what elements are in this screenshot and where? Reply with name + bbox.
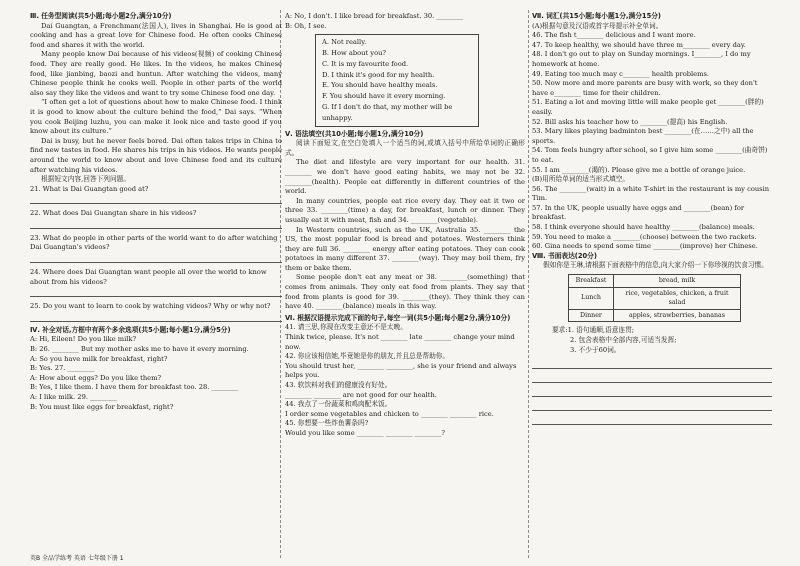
sentence-cn: 43. 软饮料对我们的健康没有好处。 — [285, 381, 392, 389]
section-8-instruction: 假如你是王琳,请根据下面表格中的信息,向大家介绍一下你珍视的饮食习惯。 — [543, 261, 768, 270]
dialog-line: B: 26. ________ But my mother asks me to have it every morning. — [30, 345, 249, 354]
sentence-cn: 41. 请三思,你现在改变主意还不是太晚。 — [285, 323, 407, 332]
sentence-en: I order some vegetables and chicken to ________ ________ rice. — [285, 409, 494, 418]
sentence-cn: 44. 我点了一份蔬菜和鸡肉配米饭。 — [285, 400, 392, 409]
column-left — [30, 12, 282, 412]
grammar-paragraph: In many countries, people eat rice every day. They eat it two or three 33. ________(time) a day, for breakfast, lunch or dinner. They usually eat it with meat, fish and 34. ________(vegetable). — [285, 196, 525, 224]
passage-paragraph: Dai is busy, but he never feels bored. Dai often takes trips in China to find new tastes in food. He shares his trips in his videos. He wants people around the world to know about and love Chinese food and its culture after watching his videos. — [30, 136, 282, 174]
requirement: 2. 包含表格中全部内容,可适当发挥; — [570, 336, 677, 344]
sentence-en: Would you like some ________ ________ ________? — [285, 428, 445, 437]
dialog-line: A: I like milk. 29. ________ — [30, 393, 117, 401]
reading-instruction: 根据短文内容,回答下列问题。 — [41, 175, 131, 184]
table-cell-meal: Lunch — [569, 287, 614, 309]
sentence-cn: 42. 你应该相信她,毕竟她是你的朋友,并且总是帮助你。 — [285, 352, 450, 361]
option-f: F. You should have it every morning. — [322, 92, 446, 101]
vocab-item: 52. Bill asks his teacher how to ________(提高) his English. — [532, 117, 728, 126]
passage-paragraph: “I often get a lot of questions about how to make Chinese food. I think it is good to know about the culture behind the food,” Dai says. “When you cook Beijing luzhu, you can make it look nice and taste good if you know about its culture.” — [30, 98, 282, 136]
dialog-line: A: No, I don't. I like bread for breakfast. 30. ________ — [285, 12, 464, 20]
dialog-line: A: So you have milk for breakfast, right? — [30, 354, 168, 363]
question-25: 25. Do you want to learn to cook by watching videos? Why or why not? — [30, 302, 271, 311]
page-footer: 英B 全品学练考 英语 七年级下册 1 — [30, 555, 124, 562]
table-cell-meal: Breakfast — [569, 275, 614, 288]
answer-line-22[interactable] — [30, 220, 282, 229]
section-7-title: Ⅶ. 词汇(共15小题;每小题1分,满分15分) — [532, 12, 661, 20]
sentence-en: Think twice, please. It's not ________ late ________ change your mind now. — [285, 333, 515, 351]
sentence-cn: 45. 你想要一些炸鱼薯条吗? — [285, 419, 369, 428]
dialog-line: A: Hi, Eileen! Do you like milk? — [30, 335, 137, 344]
question-23: 23. What do people in other parts of the world want to do after watching Dai Guangtan's videos? — [30, 233, 278, 252]
answer-line-21[interactable] — [30, 195, 282, 204]
dialog-line: B: Yes, I like them. I have them for breakfast too. 28. ________ — [30, 383, 239, 392]
answer-line-25[interactable] — [30, 313, 282, 322]
sentence-en: You should trust her, ________ ________, she is your friend and always helps you. — [285, 361, 517, 380]
table-row — [569, 275, 741, 288]
option-a: A. Not really. — [322, 38, 367, 47]
vocab-item: 46. The fish t________ delicious and I want more. — [532, 31, 696, 40]
section-6-title: Ⅵ. 根据汉语提示完成下面的句子,每空一词(共5小题;每小题2分,满分10分) — [285, 313, 511, 322]
vocab-item: 57. In the UK, people usually have eggs and ________(bean) for breakfast. — [532, 203, 745, 222]
vocab-item: 55. I am ________(渴的). Please give me a bottle of orange juice. — [532, 165, 746, 174]
dialog-line: B: Oh, I see. — [285, 21, 327, 30]
vocab-item: 53. Mary likes playing badminton best ________(在……之中) all the sports. — [532, 127, 754, 145]
writing-line[interactable] — [532, 411, 772, 425]
writing-line[interactable] — [532, 383, 772, 397]
dialog-line: A: How about eggs? Do you like them? — [30, 373, 162, 382]
vocab-item: 48. I don't go out to play on Sunday mornings. I________, I do my homework at home. — [532, 50, 751, 68]
column-divider — [528, 10, 529, 558]
requirement: 3. 不少于60词。 — [570, 345, 621, 354]
dialog-line: B: You must like eggs for breakfast, right? — [30, 402, 174, 411]
question-21: 21. What is Dai Guangtan good at? — [30, 184, 149, 193]
part-a-instruction: (A)根据句意及汉语或首字母提示补全单词。 — [532, 21, 663, 30]
vocab-item: 56. The ________(wait) in a white T-shirt in the restaurant is my cousin Tim. — [532, 184, 770, 203]
section-3-title: Ⅲ. 任务型阅读(共5小题;每小题2分,满分10分) — [30, 12, 172, 20]
dialog-line: B: Yes. 27. ________ — [30, 364, 95, 373]
part-b-instruction: (B)用所给单词的适当形式填空。 — [532, 175, 630, 184]
option-g: G. If I don't do that, my mother will be unhappy. — [322, 102, 453, 122]
table-cell-food: bread, milk — [614, 275, 741, 288]
section-5-instruction: 阅读下面短文,在空白处填入一个适当的词,或填入括号中所给单词的正确形式。 — [285, 139, 525, 157]
answer-line-23[interactable] — [30, 254, 282, 263]
question-22: 22. What does Dai Guangtan share in his videos? — [30, 209, 197, 218]
vocab-item: 54. Tom feels hungry after school, so I give him some ________(曲奇饼) to eat. — [532, 146, 768, 164]
question-24: 24. Where does Dai Guangtan want people all over the world to know about from his videos? — [30, 268, 267, 286]
vocab-item: 51. Eating a lot and moving little will make people get ________(胖的) easily. — [532, 98, 764, 116]
option-d: D. I think it's good for my health. — [322, 70, 435, 79]
table-cell-meal: Dinner — [569, 309, 614, 322]
answer-line-24[interactable] — [30, 288, 282, 297]
option-b: B. How about you? — [322, 48, 386, 57]
writing-line[interactable] — [532, 397, 772, 411]
passage-paragraph: Dai Guangtan, a Frenchman(法国人), lives in Shanghai. He is good at cooking and has a great love for Chinese food. He often cooks Chinese food and shares it with the world. — [30, 21, 282, 49]
vocab-item: 47. To keep healthy, we should have three m________ every day. — [532, 40, 746, 49]
option-c: C. It is my favourite food. — [322, 59, 409, 68]
grammar-paragraph: Some people don't eat any meat or 38. ________(something) that comes from animals. They only eat food from plants. They say that food from plants is good for 39. ________(they). They think they can have 40. ________(balance) meals in this way. — [285, 273, 525, 311]
meal-table — [568, 274, 741, 322]
writing-line[interactable] — [532, 369, 772, 383]
vocab-item: 60. Gina needs to spend some time ________(improve) her Chinese. — [532, 242, 758, 251]
vocab-item: 59. You need to make a ________(choose) between the two rackets. — [532, 232, 757, 241]
column-right — [532, 12, 772, 425]
passage-paragraph: Many people know Dai because of his videos(视频) of cooking Chinese food. They are really good. He likes. In the videos, he makes Chinese food, like jianbing, baozi and huntun. After watching the videos, many Chinese people think he cooks well. People in other parts of the world also say they like the videos and want to try some Chinese food one day. — [30, 50, 282, 97]
table-row — [569, 309, 741, 322]
vocab-item: 50. Now more and more parents are busy with work, so they don't have e________ time for their children. — [532, 79, 758, 97]
section-5-title: Ⅴ. 语法填空(共10小题;每小题1分,满分10分) — [285, 129, 424, 138]
option-e: E. You should have healthy meals. — [322, 81, 438, 90]
writing-line[interactable] — [532, 355, 772, 369]
requirement: 要求:1. 语句通顺,语意连贯; — [552, 326, 635, 335]
vocab-item: 58. I think everyone should have healthy ________(balance) meals. — [532, 223, 755, 232]
grammar-paragraph: In Western countries, such as the UK, Australia 35. ________ the US, the most popular food is bread and potatoes. Westerners think they are full 36. ________ energy after eating potatoes. They can cook potatoes in many different 37. ________(way). They may boil them, fry them or bake them. — [285, 225, 525, 272]
sentence-en: ________ ________ are not good for our health. — [285, 390, 437, 399]
grammar-paragraph: The diet and lifestyle are very important for our health. 31. ________ we don't have good eating habits, we may not be 32. ________(health). People eat differently in different countries of the world. — [285, 158, 525, 196]
section-8-title: Ⅷ. 书面表达(20分) — [532, 251, 597, 260]
options-box — [315, 34, 479, 126]
column-middle — [285, 12, 525, 439]
table-cell-food: apples, strawberries, bananas — [614, 309, 741, 322]
table-cell-food: rice, vegetables, chicken, a fruit salad — [614, 287, 741, 309]
vocab-item: 49. Eating too much may c________ health problems. — [532, 69, 710, 78]
table-row — [569, 287, 741, 309]
section-4-title: Ⅳ. 补全对话,方框中有两个多余选项(共5小题;每小题1分,满分5分) — [30, 325, 231, 334]
